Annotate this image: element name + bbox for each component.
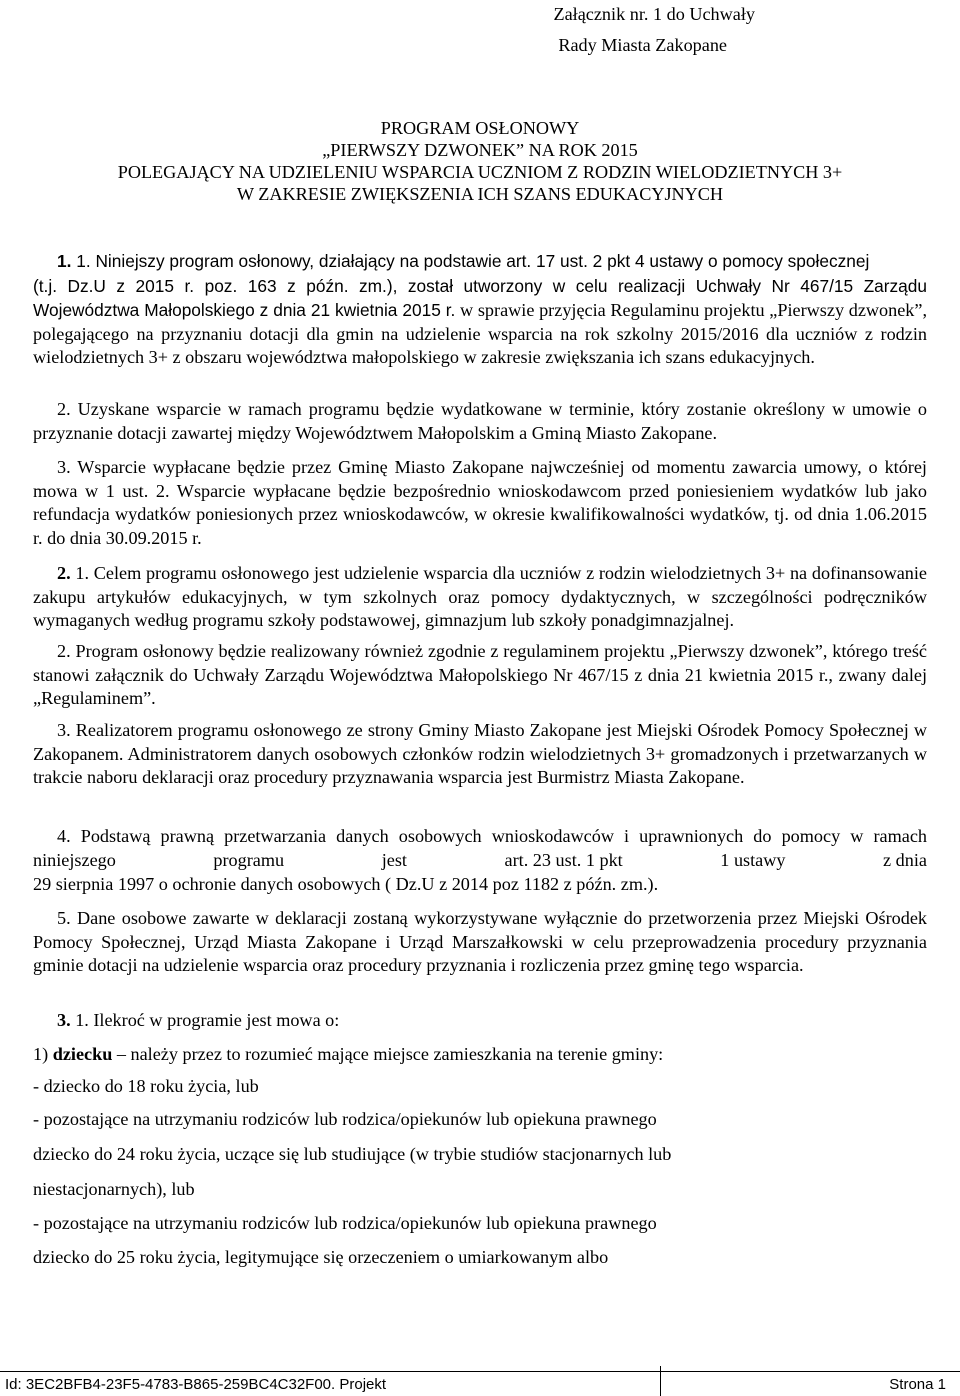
section1-p2: 2. Uzyskane wsparcie w ramach programu będzie wydatkowane w terminie, który zostanie określony w umowie o przyznanie dotacji zawartej między Województwem Małopolskim a Gminą Miasto Zakopane. [33,399,927,443]
section3-list-line1: - dziecko do 18 roku życia, lub [33,1076,259,1096]
document-title-line1: PROGRAM OSŁONOWY [380,118,580,138]
section3-list-line2: - pozostające na utrzymaniu rodziców lub rodzica/opiekunów lub opiekuna prawnego [33,1109,657,1129]
section2-marker: 2. [57,563,71,583]
footer-document-id: Id: 3EC2BFB4-23F5-4783-B865-259BC4C32F00. Projekt [5,1376,387,1393]
section1-p1-line3: Województwa Małopolskiego z dnia 21 kwietnia 2015 r. [33,300,456,320]
section2-p2: 2. Program osłonowy będzie realizowany również zgodnie z regulaminem projektu „Pierwszy dzwonek”, którego treść stanowi załącznik do Uchwały Zarządu Województwa Małopolskiego Nr 467/15 z dnia 21 kwietnia 2015 r., zwany dalej „Regulaminem”. [33,641,927,709]
footer-divider [660,1366,661,1396]
section3-item1-text: – należy przez to rozumieć mające miejsce zamieszkania na terenie gminy: [116,1044,664,1064]
section2-p5: 5. Dane osobowe zawarte w deklaracji zostaną wykorzystywane wyłącznie do przetworzenia przez Miejski Ośrodek Pomocy Społecznej, Urząd Miasta Zakopane i Urząd Marszałkowski w celu przeprowadzenia procedury przyznania gminie dotacji na udzielenie wsparcia oraz procedury przyznania i rozliczenia przez gminę tego wsparcia. [33,908,927,976]
section2-p4-line3: 29 sierpnia 1997 o ochronie danych osobowych ( Dz.U z 2014 poz 1182 z późn. zm.). [33,874,659,894]
section3-list-line5: - pozostające na utrzymaniu rodziców lub rodzica/opiekunów lub opiekuna prawnego [33,1213,657,1233]
section1-p1-line2: (t.j. Dz.U z 2015 r. poz. 163 z późn. zm.), został utworzony w celu realizacji Uchwały Nr 467/15 Zarządu [33,276,927,296]
section3-list-line4: niestacjonarnych), lub [33,1179,195,1199]
section3-marker: 3. [57,1010,71,1030]
section3-intro [57,1009,339,1033]
section3-item1-number: 1) [33,1044,49,1064]
section2-p1-text: 1. Celem programu osłonowego jest udzielenie wsparcia dla uczniów z rodzin wielodzietnych 3+ na dofinansowanie zakupu artykułów edukacyjnych, w tym szkolnych oraz pomocy dydaktycznych, w szczególności podręczników wymaganych według programu szkoły podstawowej, gimnazjum lub szkoły ponadgimnazjalnej. [33,563,928,631]
section2-p4-word1: niniejszego [33,850,116,870]
footer-rule [0,1371,960,1372]
section3-item1 [33,1043,663,1067]
section1-marker: 1. [57,251,72,271]
section2-p1 [33,562,927,633]
section2-p4-word2: programu [213,850,285,870]
section2-p4-line1: 4. Podstawą prawną przetwarzania danych osobowych wnioskodawców i uprawnionych do pomocy w ramach [57,826,927,846]
section1-p1-tail: w sprawie przyjęcia Regulaminu projektu „Pierwszy dzwonek”, polegającego na przyznaniu dotacji dla gmin na udzielenie wsparcia na rok szkolny 2015/2016 dla uczniów z rodzin wielodzietnych 3+ z obszaru województwa małopolskiego w zakresie zwiększania ich szans edukacyjnych. [33,300,928,368]
document-title-line2: „PIERWSZY DZWONEK” NA ROK 2015 [322,140,638,160]
section2-p4-word6: z dnia [883,850,927,870]
section2-p4-line2 [33,849,927,873]
attachment-header-line2: Rady Miasta Zakopane [558,35,727,55]
document-title-line3: POLEGAJĄCY NA UDZIELENIU WSPARCIA UCZNIOM Z RODZIN WIELODZIETNYCH 3+ [117,162,843,182]
section2-p3: 3. Realizatorem programu osłonowego ze strony Gminy Miasto Zakopane jest Miejski Ośrodek Pomocy Społecznej w Zakopanem. Administratorem danych osobowych członków rodzin wielodzietnych 3+ gromadzonych i przetwarzanych w trakcie naboru deklaracji oraz procedury przyznawania wsparcia jest Burmistrz Miasta Zakopane. [33,720,927,788]
footer-page-number: Strona 1 [889,1376,946,1393]
section2-p4-word5: 1 ustawy [720,850,786,870]
section1-p1-line1 [33,250,927,274]
section3-list-line6: dziecko do 25 roku życia, legitymujące się orzeczeniem o umiarkowanym albo [33,1247,609,1267]
section1-p1-line1-text: 1. Niniejszy program osłonowy, działający na podstawie art. 17 ust. 2 pkt 4 ustawy o pomocy społecznej [76,251,870,271]
document-title-line4: W ZAKRESIE ZWIĘKSZENIA ICH SZANS EDUKACYJNYCH [236,184,724,204]
section2-p4-word3: jest [381,850,407,870]
section2-p4-word4: art. 23 ust. 1 pkt [504,850,623,870]
section1-p3: 3. Wsparcie wypłacane będzie przez Gminę Miasto Zakopane najwcześniej od momentu zawarcia umowy, o której mowa w 1 ust. 2. Wsparcie wypłacane będzie bezpośrednio wnioskodawcom przed poniesieniem wydatków lub jako refundacja wydatków poniesionych przez wnioskodawców, w okresie kwalifikowalności wydatków, tj. od dnia 1.06.2015 r. do dnia 30.09.2015 r. [33,457,927,548]
section1-p1-rest [33,299,927,370]
attachment-header-line1: Załącznik nr. 1 do Uchwały [553,4,755,24]
section3-list-line3: dziecko do 24 roku życia, uczące się lub studiujące (w trybie studiów stacjonarnych lub [33,1144,672,1164]
section3-intro-text: 1. Ilekroć w programie jest mowa o: [75,1010,340,1030]
section3-item1-term: dziecku [52,1044,113,1064]
